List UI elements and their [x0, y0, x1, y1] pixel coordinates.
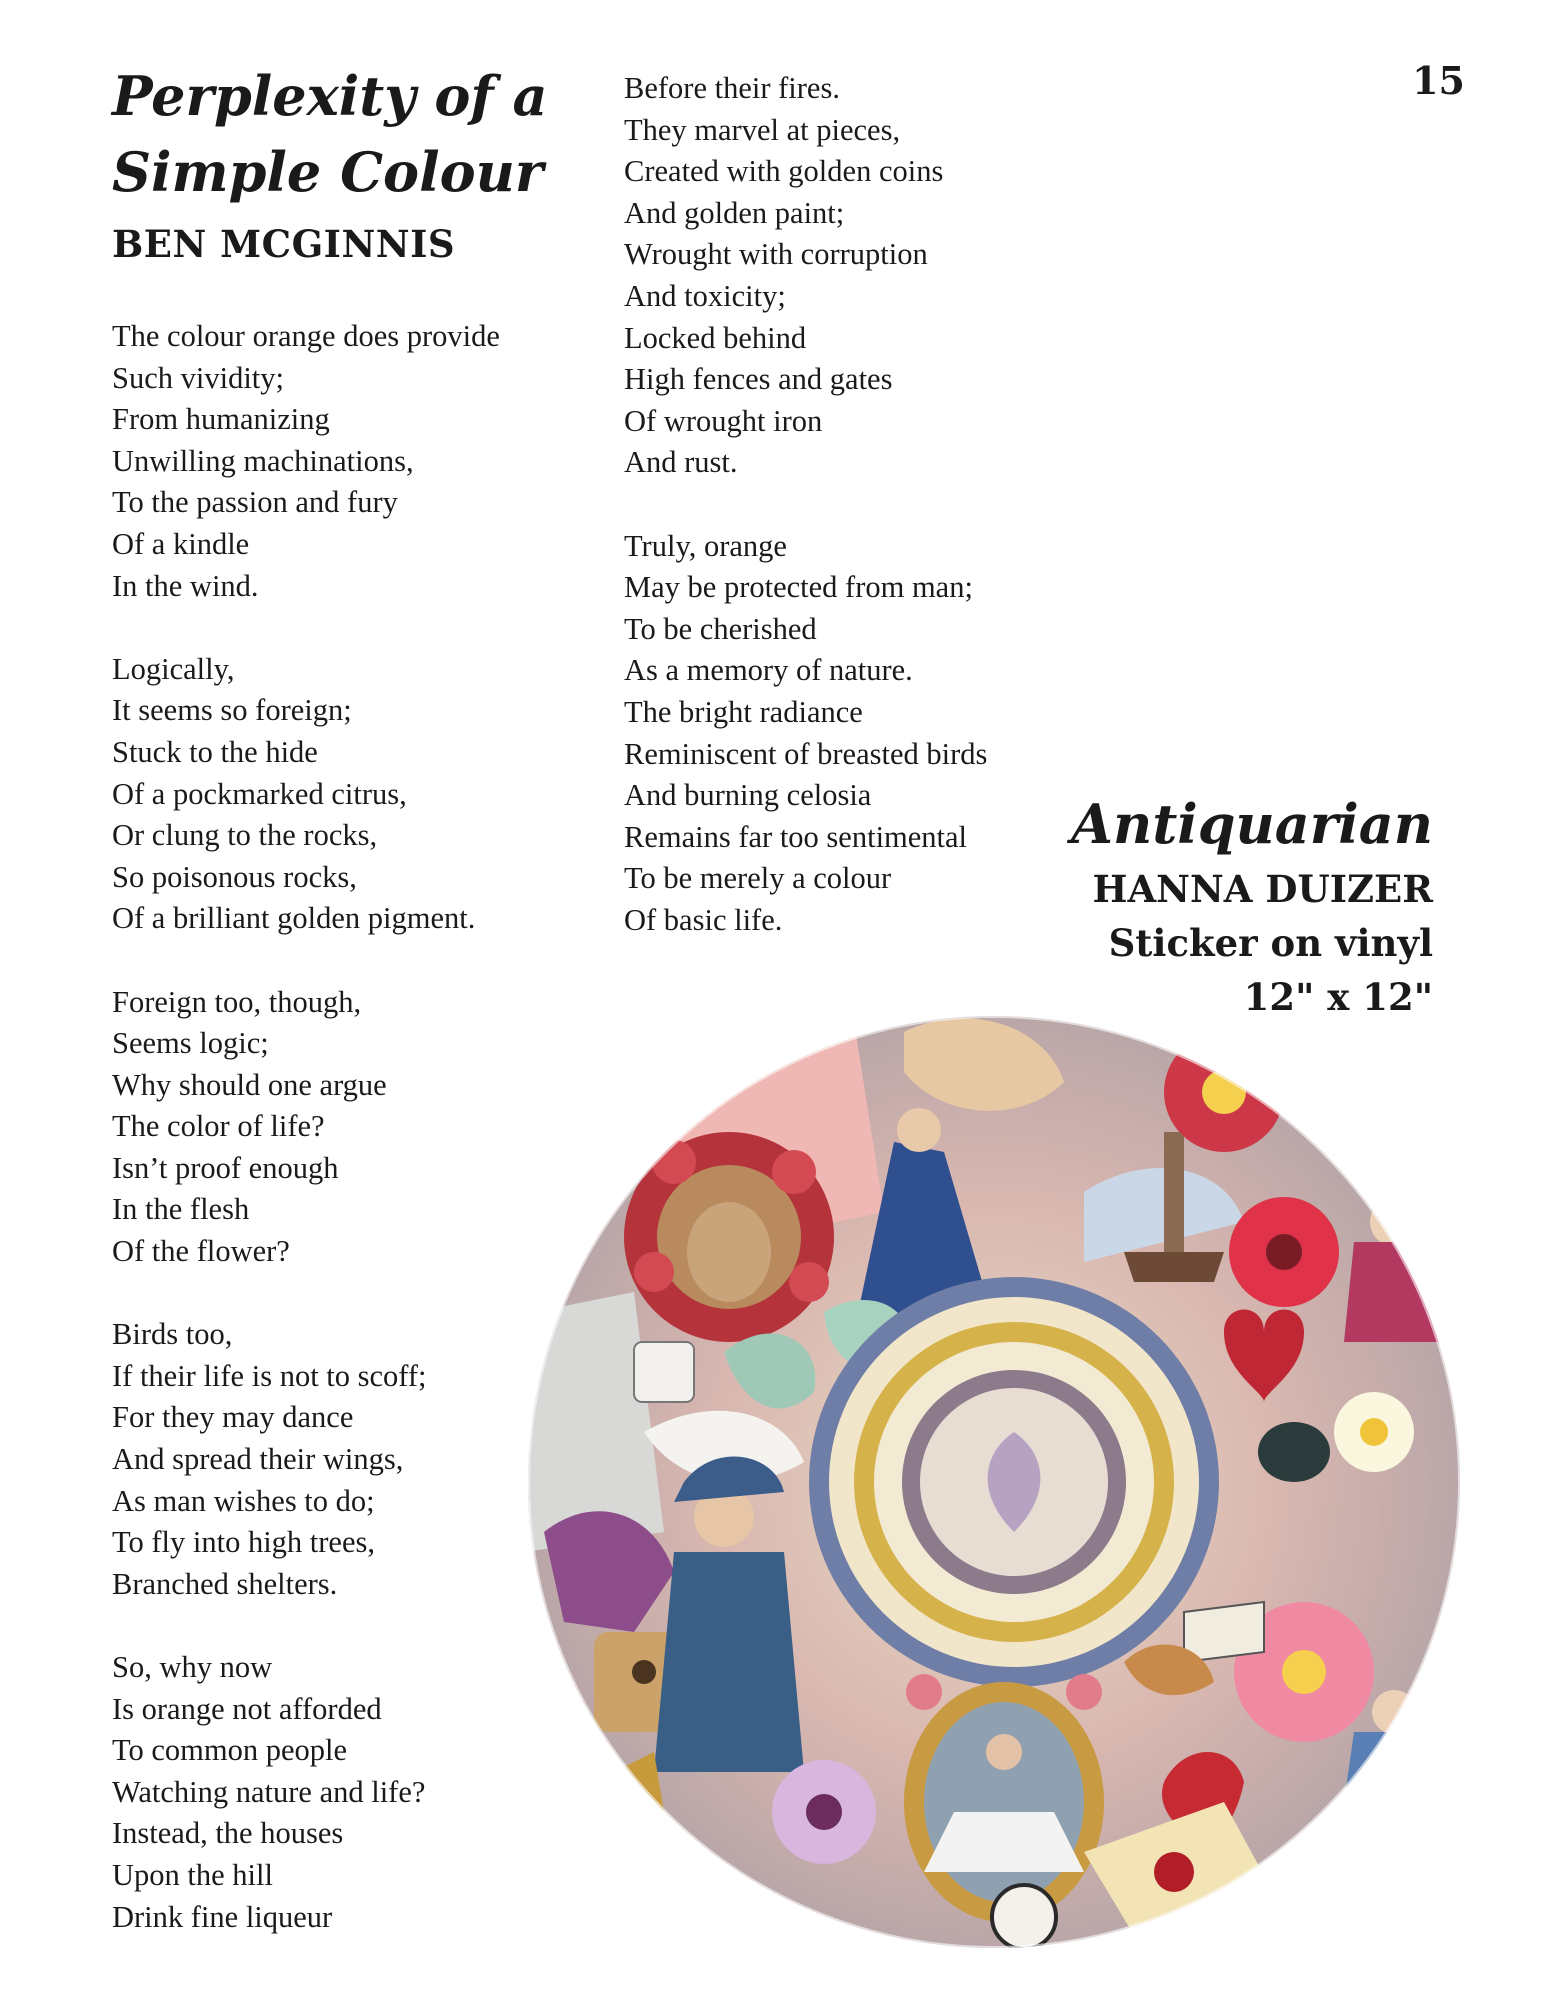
poem-line: And toxicity;: [624, 278, 786, 313]
stanza: [624, 526, 1144, 942]
poem-line: Of a pockmarked citrus,: [112, 776, 407, 811]
poem-line: Such vividity;: [112, 360, 284, 395]
page-number: 15: [1412, 58, 1465, 103]
poem-line: As man wishes to do;: [112, 1483, 375, 1518]
poem-line: Of a brilliant golden pigment.: [112, 901, 476, 936]
poem-line: Instead, the houses: [112, 1816, 344, 1851]
poem-line: So poisonous rocks,: [112, 859, 357, 894]
poem-line: They marvel at pieces,: [624, 112, 901, 147]
poem-line: Isn’t proof enough: [112, 1150, 339, 1185]
poem-line: It seems so foreign;: [112, 693, 352, 728]
poem-line: Before their fires.: [624, 71, 840, 105]
poem-line: Remains far too sentimental: [624, 819, 968, 854]
poem-line: May be protected from man;: [624, 570, 973, 605]
sticker-collage-image: [524, 1012, 1464, 1952]
poem-line: For they may dance: [112, 1400, 354, 1435]
poem-line: Or clung to the rocks,: [112, 818, 378, 853]
poem-line: As a memory of nature.: [624, 653, 913, 688]
poem-line: So, why now: [112, 1650, 273, 1684]
poem-line: Birds too,: [112, 1317, 233, 1352]
poem-line: Of a kindle: [112, 526, 250, 561]
poem-line: Stuck to the hide: [112, 734, 318, 769]
artwork-caption: [1071, 786, 1433, 1024]
poem-line: The color of life?: [112, 1109, 325, 1144]
poem-line: And spread their wings,: [112, 1442, 404, 1477]
poem-line: Created with golden coins: [624, 154, 944, 189]
poem-line: Reminiscent of breasted birds: [624, 736, 988, 771]
poem-line: Of the flower?: [112, 1234, 290, 1269]
poem-line: Wrought with corruption: [624, 237, 928, 272]
poem-line: Is orange not afforded: [112, 1691, 382, 1726]
poem-line: The bright radiance: [624, 694, 863, 729]
poem-line: Upon the hill: [112, 1857, 273, 1892]
poem-title: Perplexity of a Simple Colour: [112, 64, 548, 204]
poem-line: Unwilling machinations,: [112, 443, 414, 478]
artwork-medium: Sticker on vinyl: [1108, 921, 1433, 965]
poem-line: To be merely a colour: [624, 861, 892, 896]
poem-line: Of basic life.: [624, 902, 783, 937]
poem-line: And rust.: [624, 445, 738, 480]
poem-line: To common people: [112, 1733, 348, 1768]
poem-author: BEN MCGINNIS: [112, 222, 456, 266]
poem-right-column: [624, 68, 1144, 941]
poem-line: To be cherished: [624, 611, 817, 646]
poem-line: In the wind.: [112, 568, 259, 603]
stanza: [112, 316, 632, 607]
poem-line: Branched shelters.: [112, 1566, 338, 1601]
poem-line: Why should one argue: [112, 1067, 387, 1102]
poem-line: Logically,: [112, 651, 235, 686]
poem-line: If their life is not to scoff;: [112, 1358, 427, 1393]
artwork-image: [524, 1012, 1464, 1952]
poem-line: The colour orange does provide: [112, 319, 500, 353]
poem-line: Of wrought iron: [624, 403, 823, 438]
stanza: [112, 649, 632, 940]
poem-line: Seems logic;: [112, 1026, 269, 1061]
poem-line: Drink fine liqueur: [112, 1899, 333, 1934]
artwork-artist: HANNA DUIZER: [1092, 867, 1433, 911]
poem-line: High fences and gates: [624, 362, 893, 397]
poem-line: In the flesh: [112, 1192, 250, 1227]
poem-line: Locked behind: [624, 320, 807, 355]
poem-line: Watching nature and life?: [112, 1774, 426, 1809]
poem-line: And burning celosia: [624, 778, 872, 813]
stanza: [624, 68, 1144, 484]
poem-line: Foreign too, though,: [112, 984, 362, 1019]
artwork-title: Antiquarian: [1071, 792, 1433, 856]
poem-line: To fly into high trees,: [112, 1525, 376, 1560]
artwork-dimensions: 12" x 12": [1243, 975, 1433, 1019]
poem-line: Truly, orange: [624, 528, 787, 563]
poem-line: To the passion and fury: [112, 485, 398, 520]
poem-line: And golden paint;: [624, 195, 845, 230]
poem-line: From humanizing: [112, 402, 330, 437]
